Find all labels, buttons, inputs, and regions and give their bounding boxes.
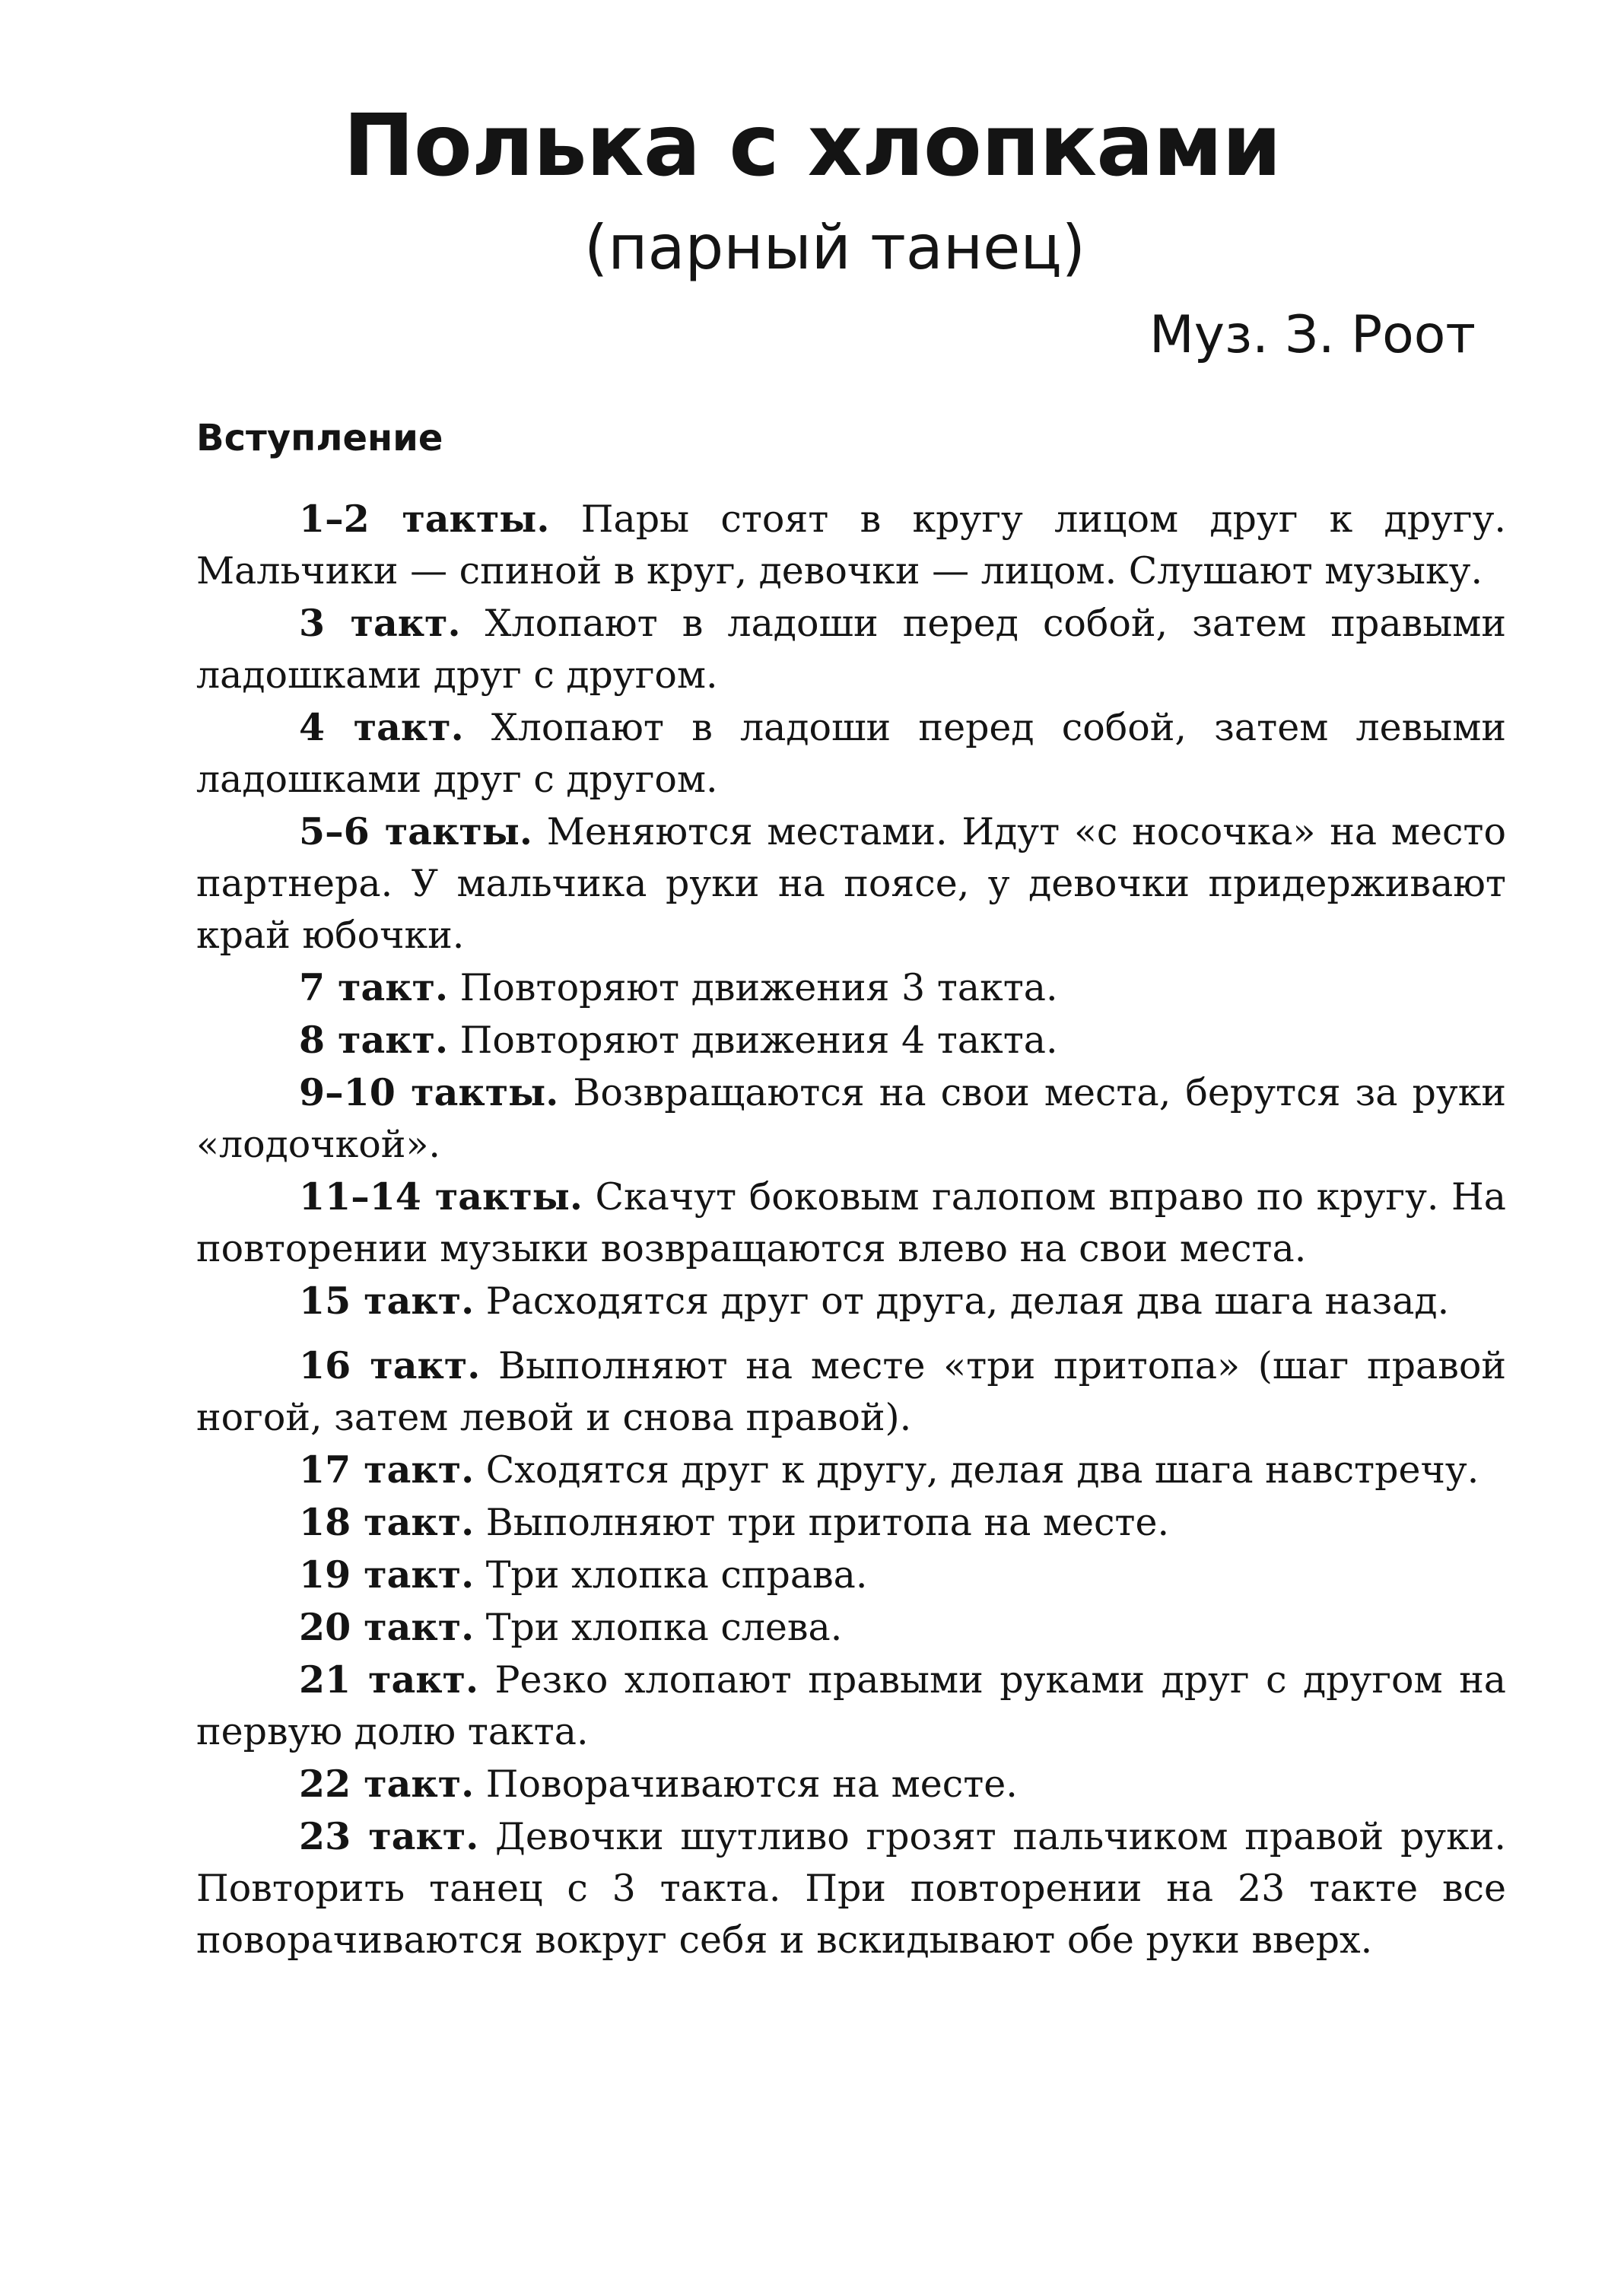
bar-label: 22 такт. (299, 1762, 475, 1806)
paragraph-bar-19 (196, 1549, 1506, 1601)
paragraph-bar-18 (196, 1496, 1506, 1549)
bar-text: Сходятся друг к другу, делая два шага навстречу. (474, 1448, 1479, 1492)
paragraph-bar-17 (196, 1444, 1506, 1496)
bar-label: 19 такт. (299, 1553, 475, 1597)
bar-label: 20 такт. (299, 1605, 475, 1649)
bar-text: Хлопают в ладоши перед собой, затем правыми ладошками друг с другом. (196, 602, 1506, 697)
bar-label: 9–10 такты. (299, 1070, 559, 1114)
bar-label: 3 такт. (299, 601, 461, 645)
bar-text: Повторяют движения 3 такта. (448, 966, 1058, 1009)
bar-label: 18 такт. (299, 1500, 475, 1544)
paragraph-bar-22 (196, 1758, 1506, 1810)
bar-label: 11–14 такты. (299, 1174, 583, 1219)
paragraph-bars-1-2 (196, 493, 1506, 597)
bar-text: Повторяют движения 4 такта. (448, 1019, 1058, 1062)
paragraph-bar-23 (196, 1810, 1506, 1966)
paragraph-bar-20 (196, 1601, 1506, 1654)
bar-text: Скачут боковым галопом вправо по кругу. На повторении музыки возвращаются влево на свои места. (196, 1175, 1506, 1270)
page-subtitle: (парный танец) (583, 212, 1086, 283)
paragraph-bar-8 (196, 1014, 1506, 1066)
bar-text: Расходятся друг от друга, делая два шага назад. (474, 1279, 1450, 1323)
bar-label: 21 такт. (299, 1657, 479, 1702)
paragraph-bar-4 (196, 701, 1506, 806)
bar-label: 4 такт. (299, 705, 464, 749)
bar-label: 16 такт. (299, 1343, 481, 1387)
bar-text: Пары стоят в кругу лицом друг к другу. Мальчики — спиной в круг, девочки — лицом. Слушают музыку. (196, 497, 1506, 593)
bar-text: Выполняют три притопа на месте. (474, 1501, 1170, 1544)
instructions-body (196, 493, 1506, 1966)
bar-label: 1–2 такты. (299, 497, 550, 541)
paragraph-bar-3 (196, 597, 1506, 701)
composer-credit: Муз. З. Роот (1149, 305, 1476, 365)
paragraph-bar-21 (196, 1654, 1506, 1758)
bar-text: Девочки шутливо грозят пальчиком правой руки. Повторить танец с 3 такта. При повторении на 23 такте все поворачиваются вокруг себя и вскидывают обе руки вверх. (196, 1815, 1506, 1962)
paragraph-bar-16 (196, 1340, 1506, 1444)
page-title: Полька с хлопками (343, 97, 1281, 195)
bar-label: 23 такт. (299, 1814, 479, 1858)
bar-label: 8 такт. (299, 1018, 449, 1062)
bar-text: Три хлопка слева. (474, 1606, 843, 1649)
section-heading: Вступление (196, 417, 443, 459)
bar-label: 15 такт. (299, 1279, 475, 1323)
bar-text: Меняются местами. Идут «с носочка» на место партнера. У мальчика руки на поясе, у девочки придерживают край юбочки. (196, 810, 1506, 957)
bar-text: Резко хлопают правыми руками друг с другом на первую долю такта. (196, 1658, 1506, 1753)
bar-text: Три хлопка справа. (474, 1553, 868, 1597)
paragraph-bars-9-10 (196, 1066, 1506, 1171)
paragraph-bar-15 (196, 1275, 1506, 1327)
bar-text: Возвращаются на свои места, берутся за руки «лодочкой». (196, 1071, 1506, 1166)
bar-text: Выполняют на месте «три притопа» (шаг правой ногой, затем левой и снова правой). (196, 1344, 1506, 1439)
bar-label: 17 такт. (299, 1448, 475, 1492)
paragraph-bars-11-14 (196, 1171, 1506, 1275)
bar-text: Поворачиваются на месте. (474, 1762, 1018, 1806)
paragraph-bars-5-6 (196, 806, 1506, 961)
bar-text: Хлопают в ладоши перед собой, затем левыми ладошками друг с другом. (196, 706, 1506, 801)
paragraph-bar-7 (196, 961, 1506, 1014)
bar-label: 5–6 такты. (299, 809, 532, 853)
bar-label: 7 такт. (299, 965, 449, 1009)
